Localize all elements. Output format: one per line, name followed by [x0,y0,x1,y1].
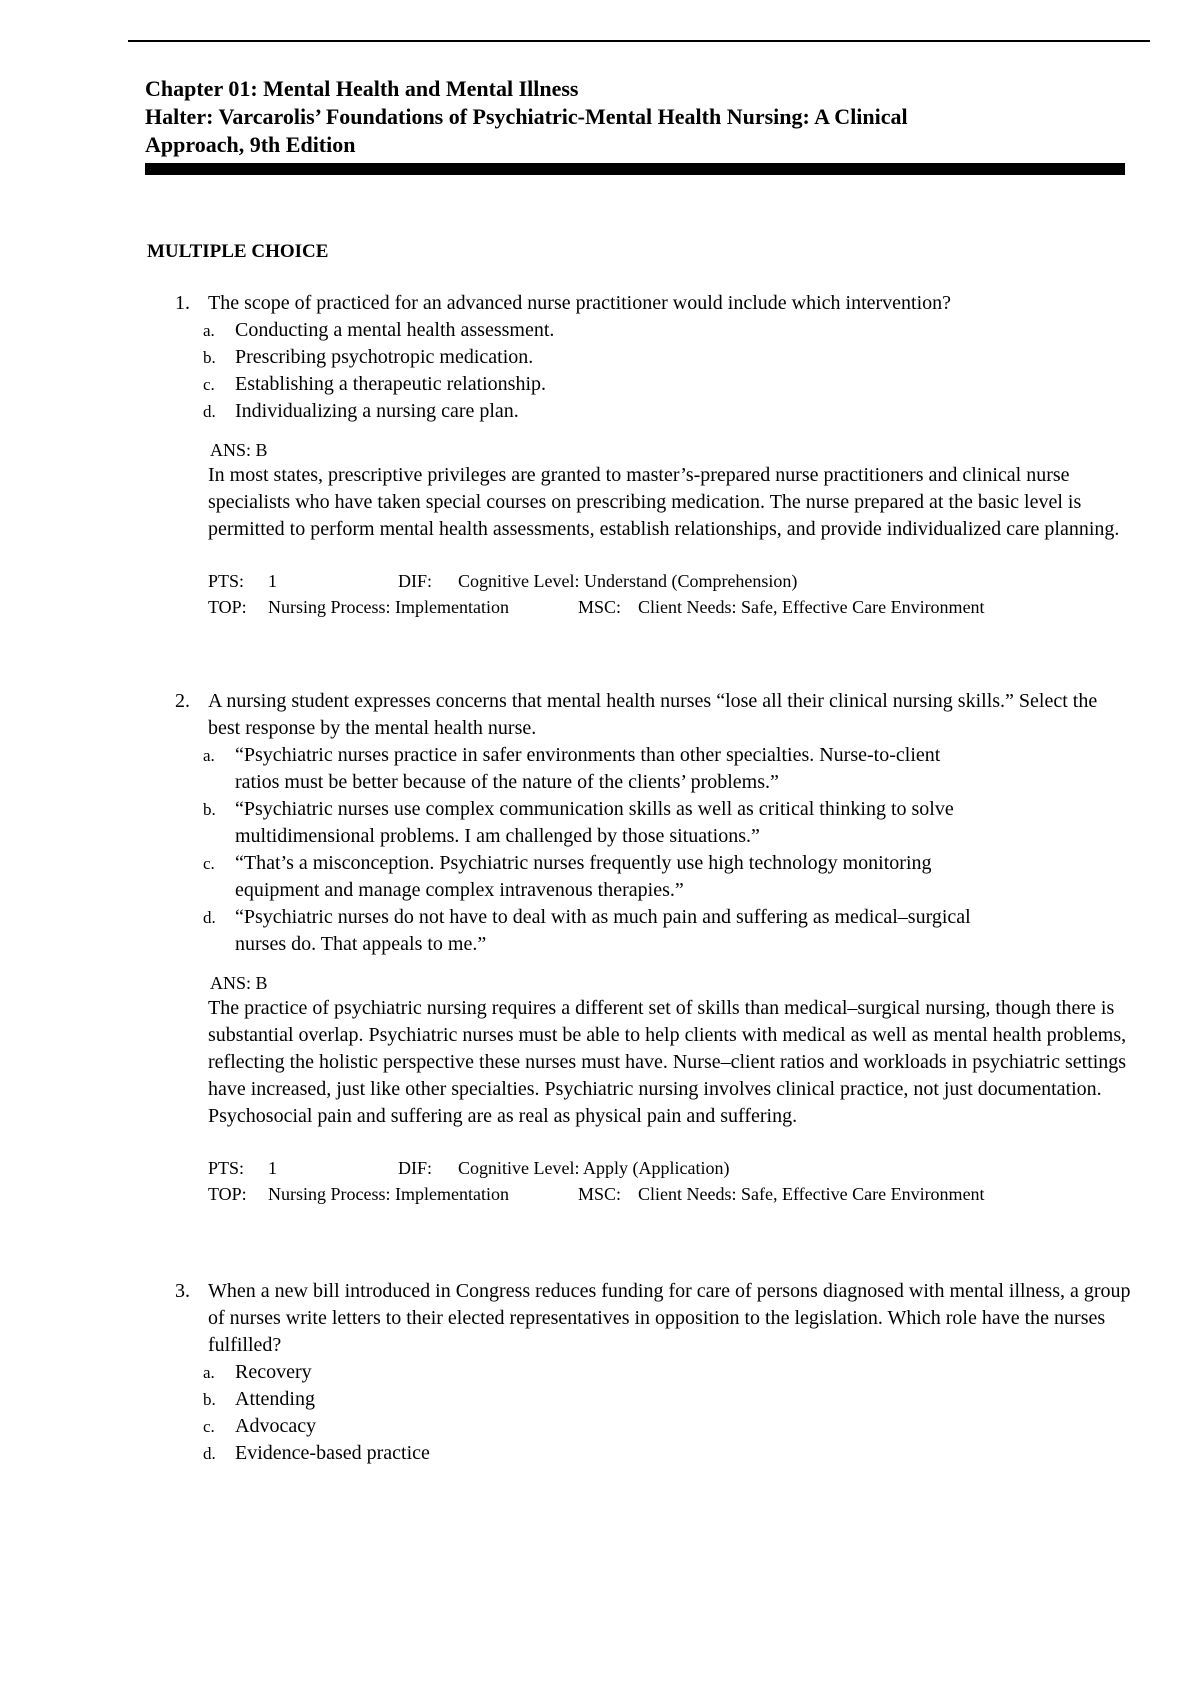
header-bar [145,163,1125,175]
question-1 [175,290,1135,620]
option-b: b. Attending [203,1388,315,1410]
rationale: The practice of psychiatric nursing requires a different set of skills than medical–surgical nursing, though there is substantial overlap. Psychiatric nurses must be able to help clients with medical as well as mental health problems, reflecting the holistic perspective these nurses must have. Nurse–client ratios and workloads in psychiatric settings have increased, just like other specialties. Psychiatric nursing involves clinical practice, not just documentation. Psychosocial pain and suffering are as real as physical pain and suffering. [208,997,1127,1127]
question-3 [175,1278,1135,1467]
rationale: In most states, prescriptive privileges are granted to master’s-prepared nurse practitioners and clinical nurse specialists who have taken special courses on prescribing medication. The nurse prepared at the basic level is permitted to perform mental health assessments, establish relationships, and provide individualized care planning. [208,464,1120,540]
question-number: 2. [175,690,190,712]
answer-key: ANS: B [210,973,268,993]
question-stem: The scope of practiced for an advanced nurse practitioner would include which intervention? [208,292,952,314]
option-b: b. “Psychiatric nurses use complex communication skills as well as critical thinking to solve multidimensional problems. I am challenged by those situations.” [203,798,954,847]
option-c: c. “That’s a misconception. Psychiatric nurses frequently use high technology monitoring equipment and manage complex intravenous therapies.” [203,852,932,901]
book-title-line-1: Halter: Varcarolis’ Foundations of Psychiatric-Mental Health Nursing: A Clinical [145,104,908,129]
question-number: 3. [175,1280,190,1302]
top-rule [128,40,1150,42]
book-title-line-2: Approach, 9th Edition [145,132,356,157]
answer-key: ANS: B [210,440,268,460]
option-a: a. Conducting a mental health assessment. [203,319,555,341]
question-number: 1. [175,292,190,314]
question-metadata: PTS: 1 DIF: Cognitive Level: Understand (Comprehension) TOP: Nursing Process: Implementation MSC: Client Needs: Safe, Effective Care Environment [208,571,985,617]
option-c: c. Advocacy [203,1415,317,1437]
question-metadata: PTS: 1 DIF: Cognitive Level: Apply (Application) TOP: Nursing Process: Implementation MSC: Client Needs: Safe, Effective Care Environment [208,1158,985,1204]
question-2 [175,688,1135,1207]
document-header [145,75,1125,159]
section-title: MULTIPLE CHOICE [147,241,329,262]
option-d: d. Individualizing a nursing care plan. [203,400,519,422]
question-stem: When a new bill introduced in Congress reduces funding for care of persons diagnosed with mental illness, a group of nurses write letters to their elected representatives in opposition to the legislation. Which role have the nurses fulfilled? [208,1280,1131,1356]
chapter-title: Chapter 01: Mental Health and Mental Illness [145,76,579,101]
option-b: b. Prescribing psychotropic medication. [203,346,534,368]
option-a: a. Recovery [203,1361,312,1383]
option-d: d. Evidence-based practice [203,1442,430,1464]
option-a: a. “Psychiatric nurses practice in safer environments than other specialties. Nurse-to-client ratios must be better because of the nature of the clients’ problems.” [203,744,941,793]
option-d: d. “Psychiatric nurses do not have to deal with as much pain and suffering as medical–surgical nurses do. That appeals to me.” [203,906,971,955]
option-c: c. Establishing a therapeutic relationship. [203,373,547,395]
question-stem: A nursing student expresses concerns that mental health nurses “lose all their clinical nursing skills.” Select the best response by the mental health nurse. [208,690,1098,739]
